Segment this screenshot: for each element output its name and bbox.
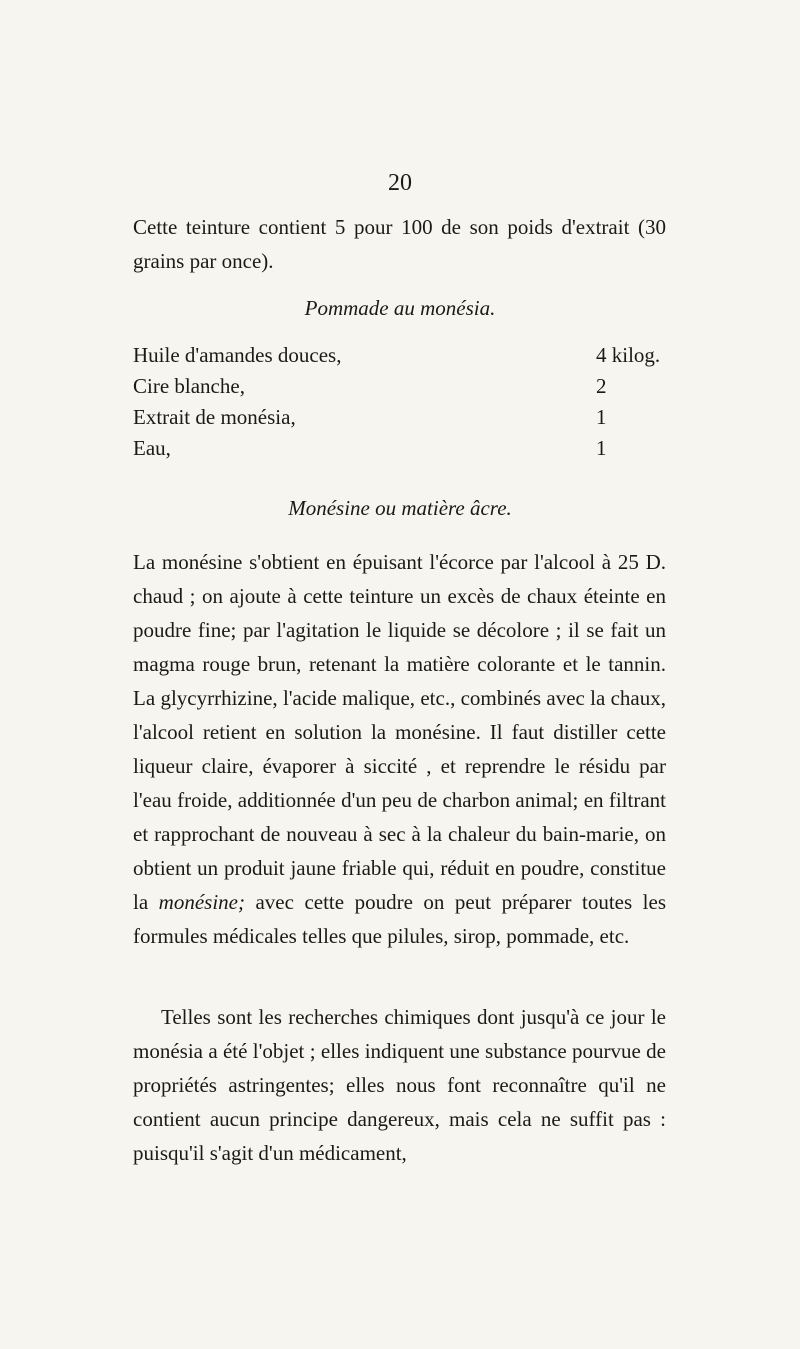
ingredient-name: Eau,: [133, 436, 171, 460]
italic-term: monésine;: [158, 890, 245, 914]
page-number: 20: [388, 170, 412, 196]
ingredient-quantity: 1: [596, 436, 607, 460]
intro-paragraph: Cette teinture contient 5 pour 100 de son poids d'extrait (30 grains par once).: [133, 215, 666, 273]
body-paragraph-monesine: [133, 545, 666, 953]
ingredient-quantity: 4 kilog.: [596, 343, 661, 367]
section-title-monesine: Monésine ou matière âcre.: [288, 496, 512, 520]
recipe-list: [133, 340, 666, 464]
ingredient-name: Extrait de monésia,: [133, 405, 296, 429]
paragraph-text: avec cette poudre on peut préparer toutes les formules médicales telles que pilules, sirop, pommade, etc.: [133, 890, 667, 948]
ingredient-quantity: 2: [596, 374, 607, 398]
ingredient-name: Cire blanche,: [133, 374, 245, 398]
section-title-pommade: Pommade au monésia.: [304, 296, 496, 320]
ingredient-quantity: 1: [596, 405, 607, 429]
paragraph-text: La monésine s'obtient en épuisant l'écorce par l'alcool à 25 D. chaud ; on ajoute à cette teinture un excès de chaux éteinte en poudre fine; par l'agitation le liquide se décolore ; il se fait un magma rouge brun, retenant la matière colorante et le tannin. La glycyrrhizine, l'acide malique, etc., combinés avec la chaux, l'alcool retient en solution la monésine. Il faut distiller cette liqueur claire, évaporer à siccité , et reprendre le résidu par l'eau froide, additionnée d'un peu de charbon animal; en filtrant et rapprochant de nouveau à sec à la chaleur du bain-marie, on obtient un produit jaune friable qui, réduit en poudre, constitue la: [133, 550, 666, 914]
recipe-row: [133, 340, 666, 371]
recipe-row: [133, 402, 666, 433]
recipe-row: [133, 371, 666, 402]
closing-paragraph: Telles sont les recherches chimiques dont jusqu'à ce jour le monésia a été l'objet ; elles indiquent une substance pourvue de propriétés astringentes; elles nous font reconnaître qu'il ne contient aucun principe dangereux, mais cela ne suffit pas : puisqu'il s'agit d'un médicament,: [133, 1005, 666, 1165]
ingredient-name: Huile d'amandes douces,: [133, 343, 342, 367]
recipe-row: [133, 433, 666, 464]
